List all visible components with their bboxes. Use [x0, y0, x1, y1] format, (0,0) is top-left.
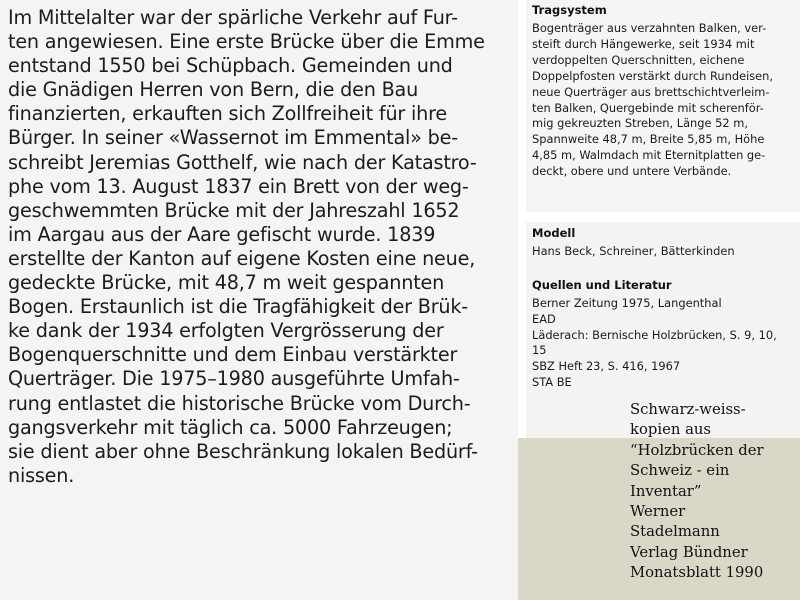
caption-line: Stadelmann: [630, 523, 720, 541]
text-line: die Gnädigen Herren von Bern, die den Bau: [8, 78, 419, 102]
text-line: Doppelpfosten verstärkt durch Rundeisen,: [532, 68, 774, 83]
text-line: gedeckte Brücke, mit 48,7 m weit gespannten: [8, 271, 445, 295]
text-line: Hans Beck, Schreiner, Bätterkinden: [532, 244, 735, 258]
source-caption: [630, 400, 800, 584]
tragsystem-heading: Tragsystem: [532, 3, 607, 17]
text-line: sie dient aber ohne Beschränkung lokalen Bedürf-: [8, 439, 478, 463]
text-line: EAD: [532, 311, 556, 326]
text-line: Berner Zeitung 1975, Langenthal: [532, 296, 722, 310]
text-line: ten angewiesen. Eine erste Brücke über die Emme: [8, 30, 485, 54]
caption-line: Monatsblatt 1990: [630, 564, 764, 582]
caption-line: Schweiz - ein: [630, 462, 730, 480]
text-line: finanzierten, erkauften sich Zollfreiheit für ihre: [8, 102, 447, 126]
text-line: im Aargau aus der Aare gefischt wurde. 1839: [8, 222, 436, 246]
main-text-paragraph: [8, 6, 513, 488]
text-line: neue Querträger aus brettschichtverleim-: [532, 84, 770, 99]
tragsystem-panel: [526, 0, 800, 212]
text-line: gangsverkehr mit täglich ca. 5000 Fahrzeugen;: [8, 415, 453, 439]
text-line: Bogenträger aus verzahnten Balken, ver-: [532, 21, 767, 35]
text-line: Bürger. In seiner «Wassernot im Emmental» be-: [8, 126, 458, 150]
caption-line: Werner: [630, 503, 686, 521]
modell-section: [532, 226, 735, 260]
text-line: SBZ Heft 23, S. 416, 1967: [532, 359, 681, 374]
text-line: steift durch Hängewerke, seit 1934 mit: [532, 36, 755, 51]
text-line: ke dank der 1934 erfolgten Vergrösserung der: [8, 319, 444, 343]
text-line: deckt, obere und untere Verbände.: [532, 164, 732, 179]
text-line: ten Balken, Quergebinde mit scherenför-: [532, 100, 764, 115]
text-line: Im Mittelalter war der spärliche Verkehr auf Fur-: [8, 6, 458, 29]
text-line: verdoppelten Querschnitten, eichene: [532, 52, 745, 67]
caption-line: Verlag Bündner: [630, 543, 748, 561]
text-line: geschwemmten Brücke mit der Jahreszahl 1652: [8, 198, 460, 222]
text-line: Bogenquerschnitte und dem Einbau verstärkter: [8, 343, 458, 367]
text-line: Bogen. Erstaunlich ist die Tragfähigkeit der Brük-: [8, 295, 469, 319]
quellen-section: [532, 278, 777, 391]
text-line: phe vom 13. August 1837 ein Brett von der weg-: [8, 174, 469, 198]
text-line: erstellte der Kanton auf eigene Kosten eine neue,: [8, 246, 476, 270]
text-line: Läderach: Bernische Holzbrücken, S. 9, 10,: [532, 327, 777, 342]
quellen-heading: Quellen und Literatur: [532, 278, 672, 292]
text-line: Spannweite 48,7 m, Breite 5,85 m, Höhe: [532, 132, 765, 147]
text-line: 4,85 m, Walmdach mit Eternitplatten ge-: [532, 148, 766, 163]
caption-line: kopien aus: [630, 421, 712, 439]
caption-line: “Holzbrücken der: [630, 441, 764, 459]
tragsystem-text: [532, 21, 800, 180]
text-line: schreibt Jeremias Gotthelf, wie nach der Katastro-: [8, 150, 477, 174]
caption-line: Inventar”: [630, 482, 702, 500]
text-line: rung entlastet die historische Brücke vom Durch-: [8, 391, 471, 415]
text-line: 15: [532, 343, 547, 358]
text-line: Querträger. Die 1975–1980 ausgeführte Umfah-: [8, 367, 460, 391]
text-line: entstand 1550 bei Schüpbach. Gemeinden und: [8, 54, 453, 78]
horizontal-divider: [526, 212, 800, 222]
text-line: STA BE: [532, 374, 572, 389]
modell-heading: Modell: [532, 226, 576, 240]
text-line: nissen.: [8, 463, 75, 487]
text-line: mig gekreuzten Streben, Länge 52 m,: [532, 116, 748, 131]
caption-line: Schwarz-weiss-: [630, 401, 746, 418]
